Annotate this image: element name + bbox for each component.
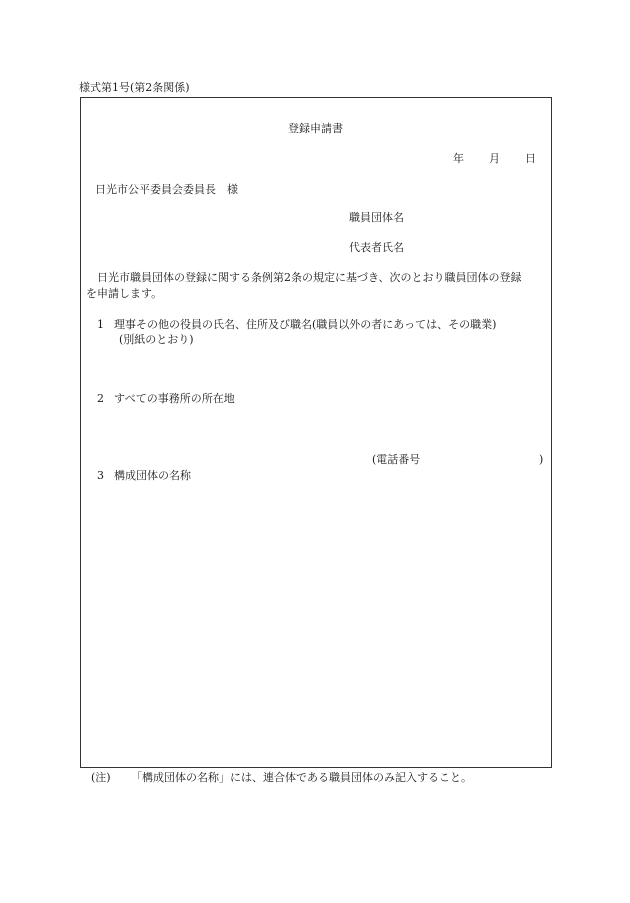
body-text-line-2: を申請します。 [86,287,163,300]
phone-number-label: (電話番号 [372,453,421,466]
item-1-text: 理事その他の役員の氏名、住所及び職名(職員以外の者にあっては、その職業) [114,318,497,331]
footnote-text: 「構成団体の名称」には、連合体である職員団体のみ記入すること。 [131,771,472,784]
form-number-label: 様式第1号(第2条関係) [79,81,190,94]
document-title: 登録申請書 [288,122,343,135]
item-1-number: 1 [97,318,104,331]
representative-name-label: 代表者氏名 [349,241,404,254]
date-year-label: 年 [453,152,464,165]
item-3-text: 構成団体の名称 [114,469,191,482]
item-2-number: 2 [97,392,104,405]
form-frame [80,97,552,768]
item-3-number: 3 [97,469,104,482]
date-day-label: 日 [525,152,536,165]
org-name-label: 職員団体名 [349,211,404,224]
body-text-line-1: 日光市職員団体の登録に関する条例第2条の規定に基づき、次のとおり職員団体の登録 [97,271,522,284]
item-2-text: すべての事務所の所在地 [114,392,235,405]
item-1-note: (別紙のとおり) [119,333,194,346]
phone-number-close-paren: ) [539,453,544,466]
date-month-label: 月 [489,152,500,165]
footnote-label: (注) [91,771,111,784]
addressee: 日光市公平委員会委員長 様 [95,183,238,196]
